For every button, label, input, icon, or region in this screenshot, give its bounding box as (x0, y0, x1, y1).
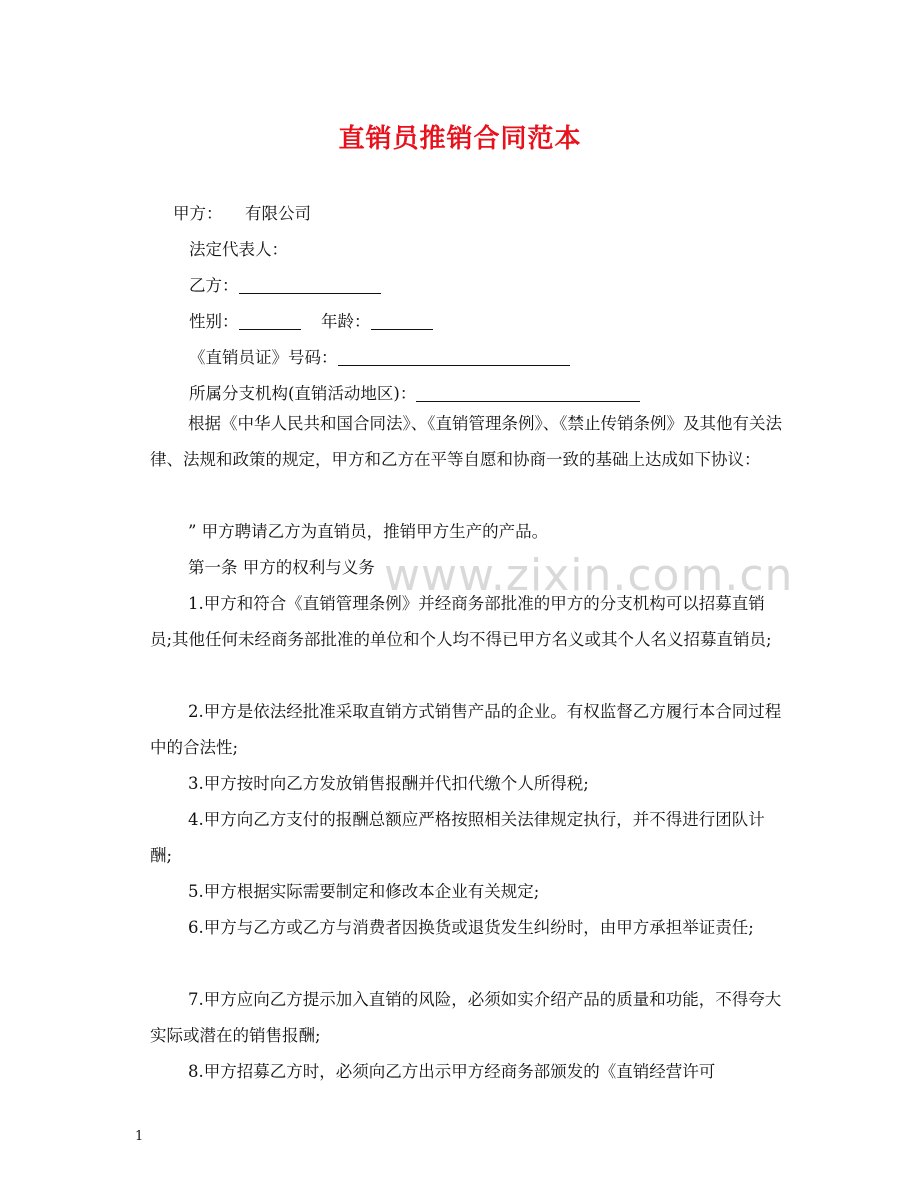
branch-blank (416, 383, 640, 402)
clause-5: 5.甲方根据实际需要制定和修改本企业有关规定; (188, 882, 540, 901)
clause-1: 1.甲方和符合《直销管理条例》并经商务部批准的甲方的分支机构可以招募直销员;其他任何未经商务部批准的单位和个人均不得已甲方名义或其个人名义招募直销员; (150, 594, 772, 649)
party-a-value: 有限公司 (245, 204, 311, 223)
cert-label: 《直销员证》号码： (189, 348, 338, 367)
branch-line (189, 382, 640, 406)
clause-8: 8.甲方招募乙方时，必须向乙方出示甲方经商务部颁发的《直销经营许可 (188, 1062, 716, 1081)
clause-6: 6.甲方与乙方或乙方与消费者因换货或退货发生纠纷时，由甲方承担举证责任; (188, 918, 754, 937)
party-b-line (189, 274, 381, 298)
cert-line (189, 346, 570, 370)
party-a-label: 甲方： (173, 204, 223, 223)
page-number: 1 (135, 1129, 144, 1144)
hire-paragraph: ” 甲方聘请乙方为直销员，推销甲方生产的产品。 (188, 522, 549, 541)
party-b-blank (239, 275, 381, 294)
watermark: www.zixin.com.cn (384, 550, 794, 601)
gender-age-line (189, 310, 433, 334)
branch-label: 所属分支机构(直销活动地区)： (189, 384, 417, 403)
cert-blank (338, 347, 570, 366)
party-b-label: 乙方： (189, 276, 239, 295)
age-blank (371, 311, 433, 330)
clause-7: 7.甲方应向乙方提示加入直销的风险，必须如实介绍产品的质量和功能，不得夸大实际或潜在的销售报酬; (150, 990, 782, 1045)
gender-label: 性别： (189, 312, 239, 331)
clause-4: 4.甲方向乙方支付的报酬总额应严格按照相关法律规定执行，并不得进行团队计酬; (150, 810, 765, 865)
age-label: 年龄： (321, 312, 371, 331)
article-1-heading: 第一条 甲方的权利与义务 (188, 558, 375, 577)
clause-2: 2.甲方是依法经批准采取直销方式销售产品的企业。有权监督乙方履行本合同过程中的合法性; (150, 702, 782, 757)
party-a-line (173, 202, 311, 226)
clause-3: 3.甲方按时向乙方发放销售报酬并代扣代缴个人所得税; (188, 774, 589, 793)
intro-paragraph: 根据《中华人民共和国合同法》、《直销管理条例》、《禁止传销条例》及其他有关法律、法规和政策的规定，甲方和乙方在平等自愿和协商一致的基础上达成如下协议： (150, 414, 782, 469)
gender-blank (239, 311, 301, 330)
legal-rep-line: 法定代表人： (189, 240, 288, 259)
document-title: 直销员推销合同范本 (338, 124, 582, 154)
